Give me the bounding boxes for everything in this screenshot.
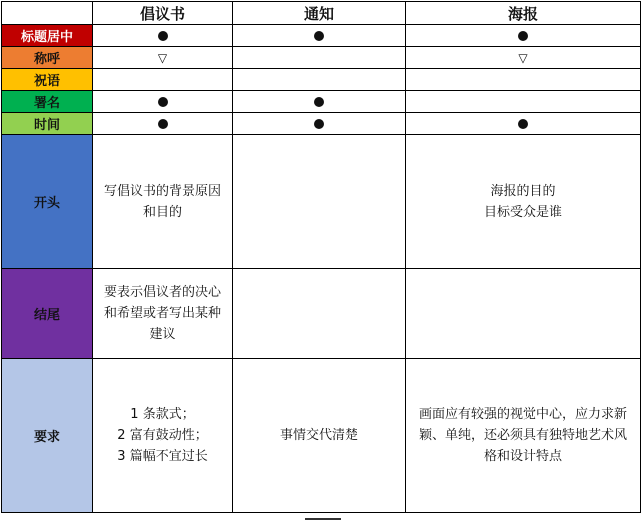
dot-mark (314, 119, 324, 129)
dot-mark (158, 97, 168, 107)
row-label-date: 时间 (2, 113, 93, 135)
opening-notice-text (233, 135, 406, 269)
mark-cell (233, 91, 406, 113)
mark-cell (93, 69, 233, 91)
mark-cell (406, 25, 641, 47)
row-label-closing-wishes: 祝语 (2, 69, 93, 91)
mark-cell (233, 25, 406, 47)
triangle-mark: ▽ (518, 50, 528, 65)
mark-cell (406, 91, 641, 113)
mark-cell (233, 113, 406, 135)
row-ending (2, 269, 641, 359)
row-label-signature: 署名 (2, 91, 93, 113)
mark-cell (233, 47, 406, 69)
comparison-table (1, 1, 641, 513)
row-label-requirements: 要求 (2, 359, 93, 513)
dot-mark (518, 119, 528, 129)
header-row (2, 2, 641, 25)
requirements-poster-text: 画面应有较强的视觉中心，应力求新颖、单纯，还必须具有独特地艺术风格和设计特点 (406, 359, 641, 513)
mark-cell (93, 25, 233, 47)
ending-notice-text (233, 269, 406, 359)
corner-cell (2, 2, 93, 25)
mark-cell (406, 69, 641, 91)
row-salutation (2, 47, 641, 69)
row-signature (2, 91, 641, 113)
mark-cell (93, 47, 233, 69)
row-label-title-centered: 标题居中 (2, 25, 93, 47)
opening-poster-text: 海报的目的 目标受众是谁 (406, 135, 641, 269)
row-date (2, 113, 641, 135)
requirements-notice-text: 事情交代清楚 (233, 359, 406, 513)
triangle-mark: ▽ (157, 50, 168, 65)
column-header-notice: 通知 (233, 2, 406, 25)
dot-mark (158, 31, 168, 41)
mark-cell (406, 47, 641, 69)
row-label-ending: 结尾 (2, 269, 93, 359)
row-closing-wishes (2, 69, 641, 91)
opening-proposal-text: 写倡议书的背景原因和目的 (93, 135, 233, 269)
mark-cell (93, 113, 233, 135)
row-label-salutation: 称呼 (2, 47, 93, 69)
ending-proposal-text: 要表示倡议者的决心和希望或者写出某种建议 (93, 269, 233, 359)
mark-cell (406, 113, 641, 135)
row-title-centered (2, 25, 641, 47)
mark-cell (233, 69, 406, 91)
column-header-proposal: 倡议书 (93, 2, 233, 25)
dot-mark (314, 31, 324, 41)
dot-mark (314, 97, 324, 107)
row-opening (2, 135, 641, 269)
dot-mark (158, 119, 168, 129)
row-requirements (2, 359, 641, 513)
dot-mark (518, 31, 528, 41)
column-header-poster: 海报 (406, 2, 641, 25)
ending-poster-text (406, 269, 641, 359)
row-label-opening: 开头 (2, 135, 93, 269)
mark-cell (93, 91, 233, 113)
requirements-proposal-text: 1 条款式； 2 富有鼓动性； 3 篇幅不宜过长 (93, 359, 233, 513)
